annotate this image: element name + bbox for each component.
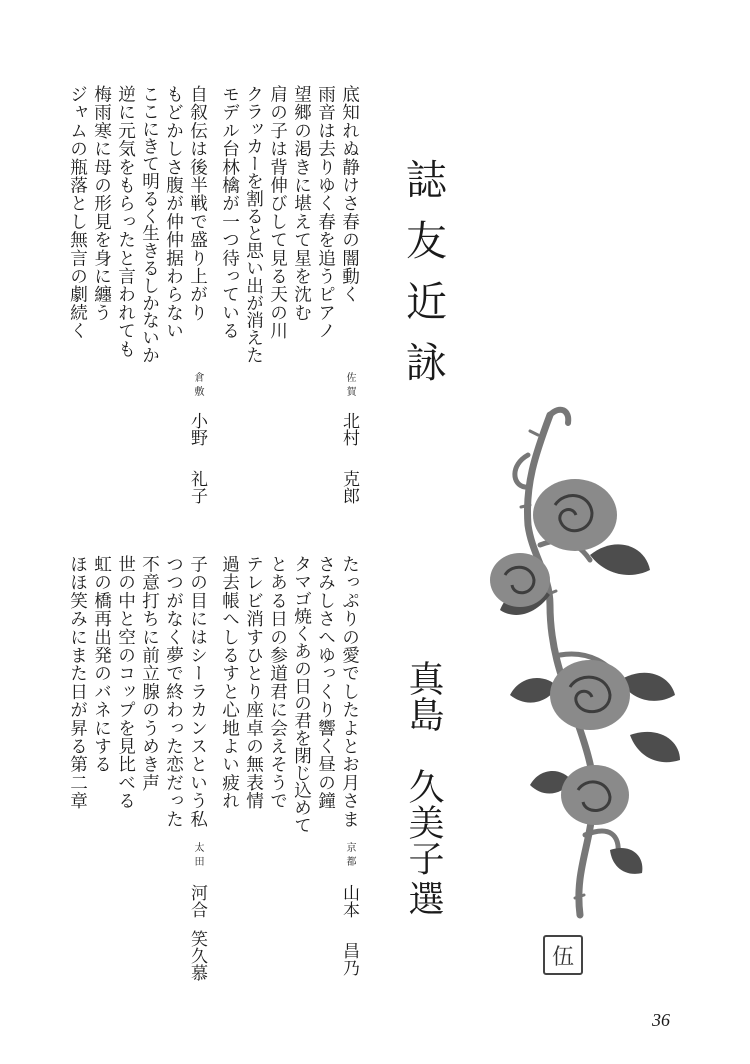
poem-line: モデル台林檎が一つ待っている bbox=[219, 85, 240, 340]
selector-surname: 真島 bbox=[403, 660, 444, 732]
author-place: 佐賀 bbox=[344, 372, 355, 400]
poem-line: 底知れぬ静けさ春の闇動く bbox=[339, 85, 360, 304]
poem-line: 自叙伝は後半戦で盛り上がり bbox=[187, 85, 208, 322]
poem-line: テレビ消すひとり座卓の無表情 bbox=[243, 555, 264, 810]
poem-line: とある日の参道君に会えそうで bbox=[267, 555, 288, 810]
poem-line: 雨音は去りゆく春を追うピアノ bbox=[315, 85, 336, 340]
author-surname: 北村 bbox=[339, 412, 359, 446]
poem-line: 世の中と空のコップを見比べる bbox=[115, 555, 136, 810]
author-surname: 河合 bbox=[187, 884, 207, 918]
author-surname: 小野 bbox=[187, 412, 207, 446]
page-title: 誌友近詠 bbox=[399, 158, 447, 402]
author-given-name: 克郎 bbox=[339, 470, 359, 504]
poem-line: 子の目にはシーラカンスという私 bbox=[187, 555, 208, 828]
poem-line: タマゴ焼くあの日の君を閉じ込めて bbox=[291, 555, 312, 834]
poem-line: 逆に元気をもらったと言われても bbox=[115, 85, 136, 358]
poem-line: たっぷりの愛でしたよとお月さま bbox=[339, 555, 360, 828]
page-number: 36 bbox=[652, 1010, 670, 1030]
seal-glyph: 伍 bbox=[551, 944, 574, 970]
poem-line: クラッカーを割ると思い出が消えた bbox=[243, 85, 264, 364]
author-place: 倉敷 bbox=[192, 372, 203, 400]
author-given-name: 昌乃 bbox=[339, 942, 359, 976]
selector-given-name: 久美子 bbox=[403, 768, 444, 876]
rose-illustration bbox=[480, 395, 710, 935]
poem-line: 虹の橋再出発のバネにする bbox=[91, 555, 112, 774]
poem-line: ジャムの瓶落とし無言の劇続く bbox=[67, 85, 88, 340]
author-given-name: 礼子 bbox=[187, 470, 207, 504]
author-place: 太田 bbox=[192, 842, 203, 870]
poem-line: 過去帳へしるすと心地よい疲れ bbox=[219, 555, 240, 810]
poem-line: さみしさへゆっくり響く昼の鐘 bbox=[315, 555, 336, 810]
poem-line: もどかしさ腹が仲仲据わらない bbox=[163, 85, 184, 340]
poem-line: ほほ笑みにまた日が昇る第二章 bbox=[67, 555, 88, 810]
author-surname: 山本 bbox=[339, 884, 359, 918]
poem-line: つつがなく夢で終わった恋だった bbox=[163, 555, 184, 828]
poem-line: ここにきて明るく生きるしかないか bbox=[139, 85, 160, 364]
selector-role: 選 bbox=[403, 880, 444, 916]
poem-line: 望郷の渇きに堪えて星を沈む bbox=[291, 85, 312, 322]
poem-line: 不意打ちに前立腺のうめき声 bbox=[139, 555, 160, 792]
poem-line: 梅雨寒に母の形見を身に纏う bbox=[91, 85, 112, 322]
author-place: 京都 bbox=[344, 842, 355, 870]
author-given-name: 笑久慕 bbox=[187, 930, 207, 981]
artist-seal bbox=[543, 935, 583, 975]
poem-line: 肩の子は背伸びして見る天の川 bbox=[267, 85, 288, 340]
